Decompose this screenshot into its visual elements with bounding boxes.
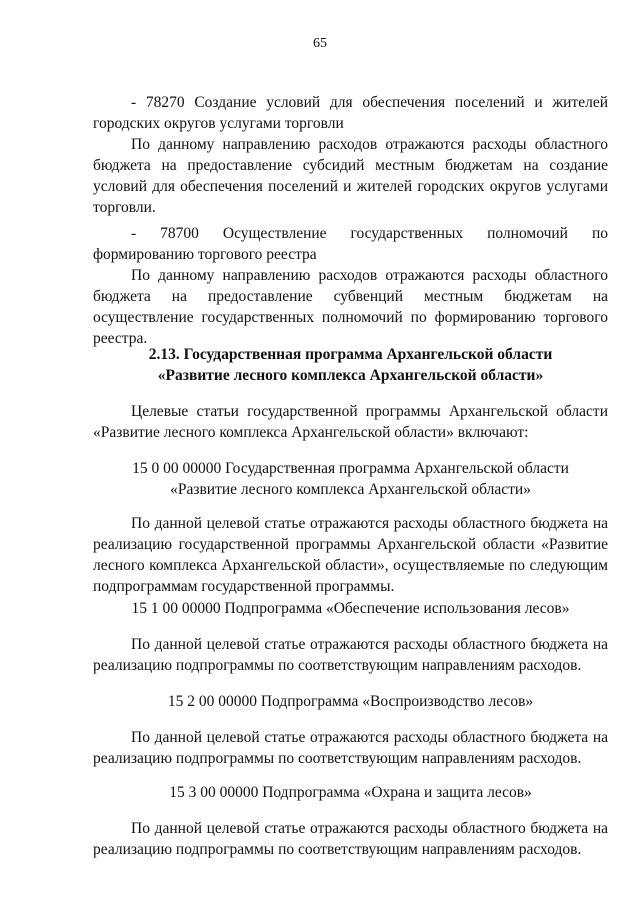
subprogram-title-line: 15 3 00 00000 Подпрограмма «Охрана и защита лесов» xyxy=(169,784,532,801)
heading-line: 2.13. Государственная программа Архангельской области xyxy=(148,346,553,363)
paragraph-line: бюджета на предоставление субсидий местным бюджетам на создание xyxy=(93,157,608,174)
paragraph-line: реализацию государственной программы Архангельской области «Развитие xyxy=(93,536,608,553)
intro-paragraph xyxy=(93,401,608,443)
subprogram-title-line: 15 1 00 00000 Подпрограмма «Обеспечение использования лесов» xyxy=(131,600,570,617)
paragraph-line: По данной целевой статье отражаются расходы областного бюджета на xyxy=(131,636,608,653)
paragraph-line: Целевые статьи государственной программы Архангельской области xyxy=(131,403,608,420)
paragraph-line: реализацию подпрограммы по соответствующим направлениям расходов. xyxy=(93,657,582,674)
paragraph-line: лесного комплекса Архангельской области», осуществляемые по следующим xyxy=(93,557,608,574)
page-number: 65 xyxy=(313,36,327,51)
paragraph-line: реестра. xyxy=(93,330,148,347)
program-title-line: 15 0 00 00000 Государственная программа Архангельской области xyxy=(132,460,569,477)
subprogram-1-title xyxy=(93,598,608,619)
paragraph-line: По данной целевой статье отражаются расходы областного бюджета на xyxy=(131,820,608,837)
section-heading xyxy=(93,344,608,386)
subprogram-1-description xyxy=(93,634,608,676)
paragraph-line: По данному направлению расходов отражаются расходы областного xyxy=(131,267,608,284)
paragraph-line: осуществление государственных полномочий по формированию торгового xyxy=(93,309,608,326)
section-78700 xyxy=(93,223,608,265)
paragraph-78700 xyxy=(93,265,608,349)
paragraph-78270 xyxy=(93,134,608,218)
paragraph-line: По данной целевой статье отражаются расходы областного бюджета на xyxy=(131,515,608,532)
section-78270-line: городских округов услугами торговли xyxy=(93,115,344,132)
section-78270-line: - 78270 Создание условий для обеспечения поселений и жителей xyxy=(131,94,608,111)
program-title-line: «Развитие лесного комплекса Архангельской области» xyxy=(170,481,531,498)
paragraph-line: реализацию подпрограммы по соответствующим направлениям расходов. xyxy=(93,750,582,767)
subprogram-2-description xyxy=(93,727,608,769)
heading-line: «Развитие лесного комплекса Архангельской области» xyxy=(157,367,544,384)
subprogram-title-line: 15 2 00 00000 Подпрограмма «Воспроизводство лесов» xyxy=(167,693,534,710)
subprogram-3-title xyxy=(93,782,608,803)
paragraph-line: подпрограммам государственной программы. xyxy=(93,578,395,595)
section-78270 xyxy=(93,92,608,134)
section-78700-line: - 78700 Осуществление государственных полномочий по xyxy=(131,225,608,242)
paragraph-line: торговли. xyxy=(93,199,156,216)
paragraph-line: условий для обеспечения поселений и жителей городских округов услугами xyxy=(93,178,608,195)
paragraph-line: бюджета на предоставление субвенций местным бюджетам на xyxy=(93,288,608,305)
paragraph-line: По данной целевой статье отражаются расходы областного бюджета на xyxy=(131,729,608,746)
program-title xyxy=(93,458,608,500)
paragraph-line: «Развитие лесного комплекса Архангельской области» включают: xyxy=(93,424,529,441)
program-description xyxy=(93,513,608,597)
subprogram-3-description xyxy=(93,818,608,860)
paragraph-line: реализацию подпрограммы по соответствующим направлениям расходов. xyxy=(93,841,582,858)
subprogram-2-title xyxy=(93,691,608,712)
paragraph-line: По данному направлению расходов отражаются расходы областного xyxy=(131,136,608,153)
section-78700-line: формированию торгового реестра xyxy=(93,246,317,263)
